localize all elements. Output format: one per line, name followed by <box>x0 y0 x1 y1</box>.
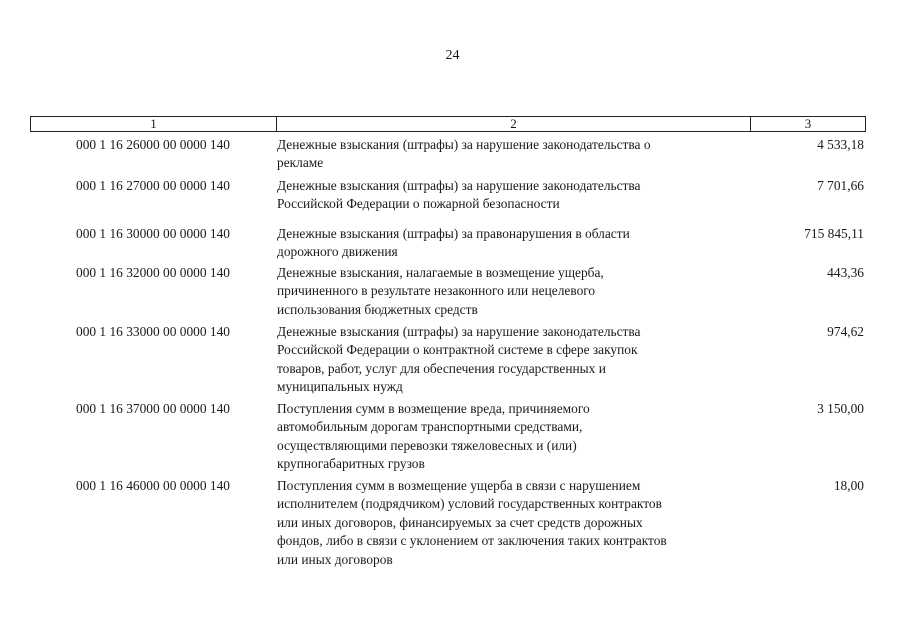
row-name-line: Денежные взыскания (штрафы) за нарушение законодательства <box>277 178 641 193</box>
row-amount: 3 150,00 <box>817 401 864 416</box>
row-name-line: использования бюджетных средств <box>277 301 478 317</box>
table-row <box>30 264 866 323</box>
column-header-2: 2 <box>277 117 751 131</box>
row-name-line: причиненного в результате незаконного или нецелевого <box>277 283 596 299</box>
row-name <box>276 177 750 225</box>
table-row <box>30 177 866 225</box>
row-name <box>276 400 750 477</box>
row-name-line: автомобильным дорогам транспортными средствами, <box>277 419 583 435</box>
row-amount: 18,00 <box>833 478 864 493</box>
row-amount: 715 845,11 <box>804 226 864 241</box>
row-name-line: фондов, либо в связи с уклонением от заключения таких контрактов <box>277 533 667 549</box>
row-name-line: Поступления сумм в возмещение вреда, причиняемого <box>277 401 590 416</box>
table-row <box>30 225 866 264</box>
row-code: 000 1 16 33000 00 0000 140 <box>76 324 230 339</box>
table-row <box>30 477 866 573</box>
table-body <box>30 136 866 573</box>
row-name-line: крупногабаритных грузов <box>277 456 425 472</box>
row-code: 000 1 16 37000 00 0000 140 <box>76 401 230 416</box>
row-code: 000 1 16 30000 00 0000 140 <box>76 226 230 241</box>
row-name <box>276 136 750 177</box>
row-amount: 443,36 <box>827 265 864 280</box>
row-name-line: рекламе <box>277 155 324 171</box>
table-row <box>30 400 866 477</box>
row-amount: 7 701,66 <box>817 178 864 193</box>
row-name <box>276 264 750 323</box>
row-name-line: Денежные взыскания (штрафы) за нарушение законодательства о <box>277 137 651 152</box>
row-code: 000 1 16 26000 00 0000 140 <box>76 137 230 152</box>
row-name-line: Российской Федерации о контрактной системе в сфере закупок <box>277 342 638 358</box>
table-header-row <box>30 116 866 132</box>
row-name-line: дорожного движения <box>277 244 398 260</box>
row-name-line: или иных договоров <box>277 551 393 567</box>
row-name-line: Российской Федерации о пожарной безопасности <box>277 196 560 212</box>
row-name-line: Денежные взыскания (штрафы) за правонарушения в области <box>277 226 630 241</box>
row-name <box>276 225 750 264</box>
page-number: 24 <box>445 48 460 63</box>
row-name <box>276 323 750 400</box>
table-row <box>30 136 866 177</box>
row-code: 000 1 16 32000 00 0000 140 <box>76 265 230 280</box>
row-name-line: осуществляющими перевозки тяжеловесных и (или) <box>277 437 577 453</box>
row-code: 000 1 16 27000 00 0000 140 <box>76 178 230 193</box>
row-name-line: или иных договоров, финансируемых за счет средств дорожных <box>277 514 643 530</box>
row-name-line: Поступления сумм в возмещение ущерба в связи с нарушением <box>277 478 641 493</box>
row-name-line: Денежные взыскания, налагаемые в возмещение ущерба, <box>277 265 604 280</box>
row-amount: 974,62 <box>827 324 864 339</box>
row-name-line: товаров, работ, услуг для обеспечения государственных и <box>277 360 606 376</box>
row-amount: 4 533,18 <box>817 137 864 152</box>
row-name-line: исполнителем (подрядчиком) условий государственных контрактов <box>277 496 662 512</box>
row-code: 000 1 16 46000 00 0000 140 <box>76 478 230 493</box>
table-row <box>30 323 866 400</box>
row-name <box>276 477 750 573</box>
column-header-1: 1 <box>31 117 277 131</box>
column-header-3: 3 <box>804 116 812 131</box>
row-name-line: Денежные взыскания (штрафы) за нарушение законодательства <box>277 324 641 339</box>
row-name-line: муниципальных нужд <box>277 379 403 395</box>
